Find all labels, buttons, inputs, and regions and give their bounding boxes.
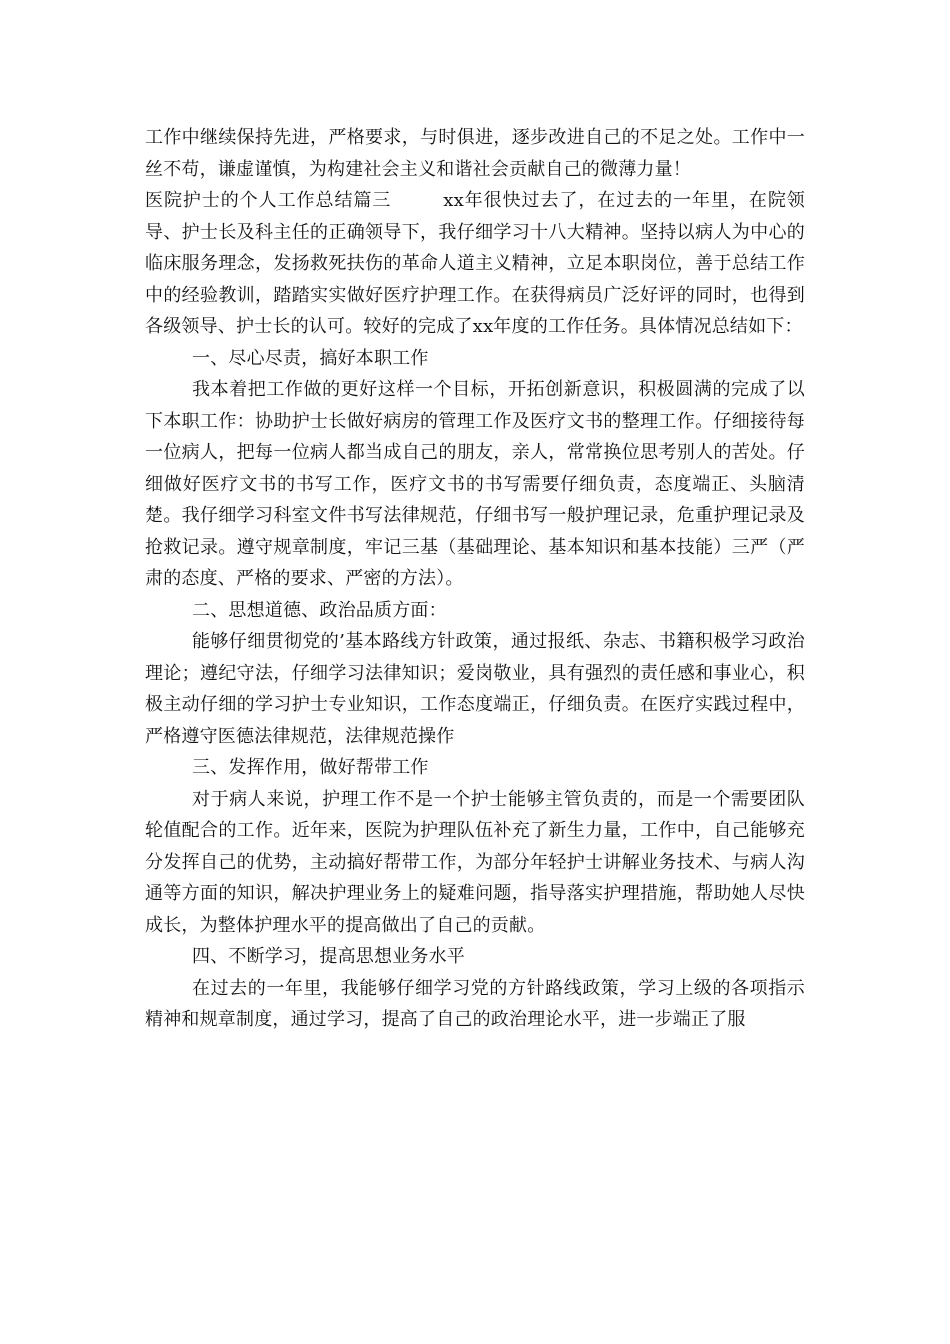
paragraph-body: 能够仔细贯彻党的’基本路线方针政策，通过报纸、杂志、书籍积极学习政治理论；遵纪守法，仔细学习法律知识；爱岗敬业，具有强烈的责任感和事业心，积极主动仔细的学习护士专业知识，工作态度端正，仔细负责。在医疗实践过程中，严格遵守医德法律规范，法律规范操作 bbox=[145, 631, 805, 747]
heading-three: 三、发挥作用，做好帮带工作 bbox=[192, 757, 429, 778]
heading-four: 四、不断学习，提高思想业务水平 bbox=[192, 946, 465, 967]
paragraph-continuation: 工作中继续保持先进，严格要求，与时俱进，逐步改进自己的不足之处。工作中一丝不苟，谦虚谨慎，为构建社会主义和谐社会贡献自己的微薄力量！ bbox=[145, 127, 805, 180]
paragraph-body: 在过去的一年里，我能够仔细学习党的方针路线政策，学习上级的各项指示精神和规章制度，通过学习，提高了自己的政治理论水平，进一步端正了服 bbox=[145, 977, 805, 1030]
intro-text: xx年很快过去了，在过去的一年里，在院领导、护士长及科主任的正确领导下，我仔细学习十八大精神。坚持以病人为中心的临床服务理念，发扬救死扶伤的革命人道主义精神，立足本职岗位，善于总结工作中的经验教训，踏踏实实做好医疗护理工作。在获得病员广泛好评的同时，也得到各级领导、护士长的认可。较好的完成了xx年度的工作任务。具体情况总结如下： bbox=[145, 190, 805, 337]
section-title: 医院护士的个人工作总结篇三 bbox=[145, 190, 392, 211]
paragraph-body: 我本着把工作做的更好这样一个目标，开拓创新意识，积极圆满的完成了以下本职工作：协助护士长做好病房的管理工作及医疗文书的整理工作。仔细接待每一位病人，把每一位病人都当成自己的朋友，亲人，常常换位思考别人的苦处。仔细做好医疗文书的书写工作，医疗文书的书写需要仔细负责，态度端正、头脑清楚。我仔细学习科室文件书写法律规范，仔细书写一般护理记录，危重护理记录及抢救记录。遵守规章制度，牢记三基（基础理论、基本知识和基本技能）三严（严肃的态度、严格的要求、严密的方法）。 bbox=[145, 379, 805, 589]
document-body bbox=[145, 122, 805, 1036]
heading-two: 二、思想道德、政治品质方面： bbox=[192, 599, 447, 621]
paragraph-intro bbox=[145, 185, 805, 343]
heading-one: 一、尽心尽责，搞好本职工作 bbox=[192, 347, 429, 369]
paragraph-body: 对于病人来说，护理工作不是一个护士能够主管负责的，而是一个需要团队轮值配合的工作。近年来，医院为护理队伍补充了新生力量，工作中，自己能够充分发挥自己的优势，主动搞好帮带工作，为部分年轻护士讲解业务技术、与病人沟通等方面的知识，解决护理业务上的疑难问题，指导落实护理措施，帮助她人尽快成长，为整体护理水平的提高做出了自己的贡献。 bbox=[145, 788, 805, 936]
